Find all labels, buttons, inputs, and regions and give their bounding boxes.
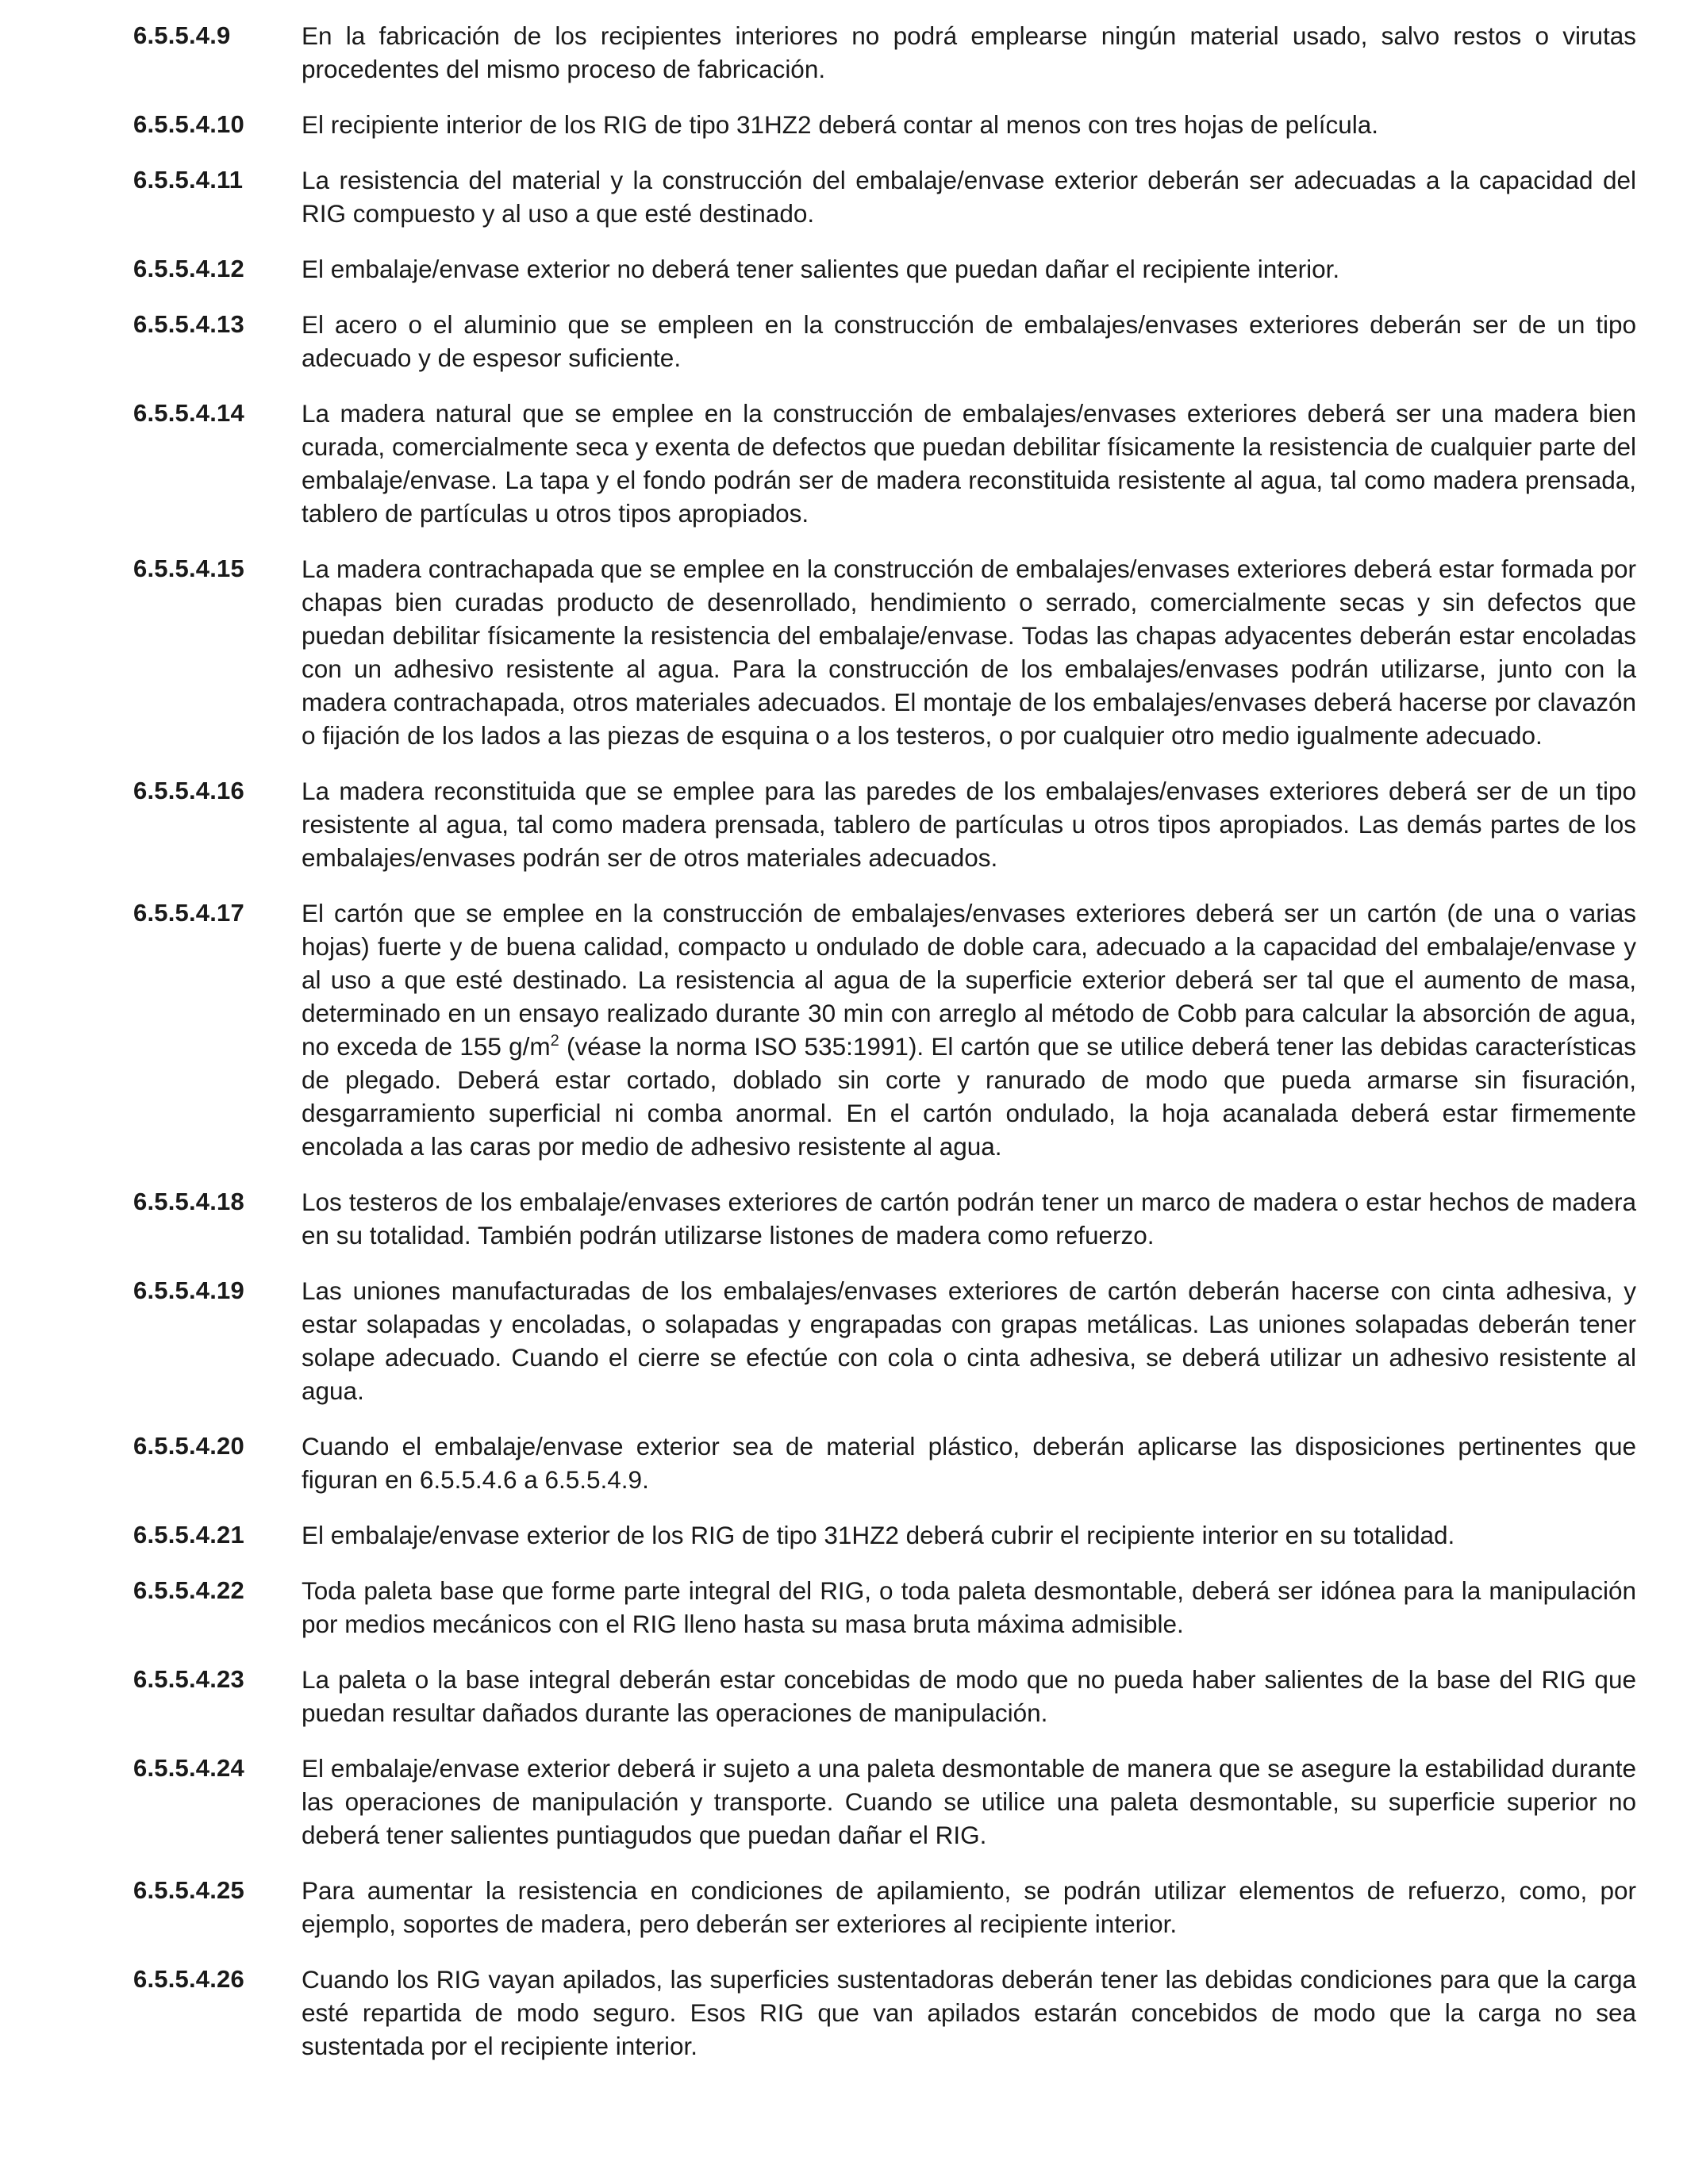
paragraph-number: 6.5.5.4.13	[133, 310, 244, 338]
paragraph-text: Las uniones manufacturadas de los embalajes/envases exteriores de cartón deberán hacerse con cinta adhesiva, y estar solapadas y encoladas, o solapadas y engrapadas con grapas metálicas. Las uniones solapadas deberán tener solape adecuado. Cuando el cierre se efectúe con cola o cinta adhesiva, se deberá utilizar un adhesivo resistente al agua.	[302, 1276, 1636, 1405]
paragraph-text: Para aumentar la resistencia en condiciones de apilamiento, se podrán utilizar elementos de refuerzo, como, por ejemplo, soportes de madera, pero deberán ser exteriores al recipiente interior.	[302, 1876, 1636, 1938]
paragraph-number: 6.5.5.4.16	[133, 777, 244, 804]
paragraph-text: La resistencia del material y la construcción del embalaje/envase exterior deberán ser adecuadas a la capacidad del RIG compuesto y al uso a que esté destinado.	[302, 166, 1636, 228]
paragraph-number: 6.5.5.4.25	[133, 1876, 244, 1904]
paragraph-text: Cuando los RIG vayan apilados, las superficies sustentadoras deberán tener las debidas condiciones para que la carga esté repartida de modo seguro. Esos RIG que van apilados estarán concebidos de modo que la carga no sea sustentada por el recipiente interior.	[302, 1965, 1636, 2060]
document-page	[133, 19, 1636, 2085]
paragraph-6-5-5-4-10	[133, 108, 1636, 141]
paragraph-6-5-5-4-9	[133, 19, 1636, 86]
paragraph-6-5-5-4-18	[133, 1185, 1636, 1252]
paragraph-6-5-5-4-25	[133, 1874, 1636, 1940]
paragraph-text: La paleta o la base integral deberán estar concebidas de modo que no pueda haber salientes de la base del RIG que puedan resultar dañados durante las operaciones de manipulación.	[302, 1665, 1636, 1727]
paragraph-number: 6.5.5.4.19	[133, 1276, 244, 1304]
paragraph-number: 6.5.5.4.18	[133, 1188, 244, 1215]
paragraph-number: 6.5.5.4.14	[133, 399, 244, 427]
superscript: 2	[550, 1032, 559, 1050]
paragraph-text: La madera reconstituida que se emplee para las paredes de los embalajes/envases exteriores deberá ser de un tipo resistente al agua, tal como madera prensada, tablero de partículas u otros tipos apropiados. Las demás partes de los embalajes/envases podrán ser de otros materiales adecuados.	[302, 777, 1636, 872]
paragraph-6-5-5-4-23	[133, 1663, 1636, 1729]
paragraph-text-part: El cartón que se emplee en la construcción de embalajes/envases exteriores deberá ser un cartón (de una o varias hojas) fuerte y de buena calidad, compacto u ondulado de doble cara, adecuado a la capacidad del embalaje/envase y al uso a que esté destinado. La resistencia al agua de la superficie exterior deberá ser tal que el aumento de masa, determinado en un ensayo realizado durante 30 min con arreglo al método de Cobb para calcular la absorción de agua, no exceda de 155 g/m	[302, 899, 1636, 1061]
paragraph-6-5-5-4-19	[133, 1274, 1636, 1407]
paragraph-text: El embalaje/envase exterior deberá ir sujeto a una paleta desmontable de manera que se asegure la estabilidad durante las operaciones de manipulación y transporte. Cuando se utilice una paleta desmontable, su superficie superior no deberá tener salientes puntiagudos que puedan dañar el RIG.	[302, 1754, 1636, 1849]
paragraph-6-5-5-4-22	[133, 1574, 1636, 1641]
paragraph-text: El embalaje/envase exterior no deberá tener salientes que puedan dañar el recipiente interior.	[302, 255, 1340, 283]
paragraph-6-5-5-4-13	[133, 308, 1636, 374]
paragraph-6-5-5-4-24	[133, 1752, 1636, 1852]
paragraph-6-5-5-4-17	[133, 896, 1636, 1163]
paragraph-text: Toda paleta base que forme parte integral del RIG, o toda paleta desmontable, deberá ser idónea para la manipulación por medios mecánicos con el RIG lleno hasta su masa bruta máxima admisible.	[302, 1576, 1636, 1638]
paragraph-number: 6.5.5.4.24	[133, 1754, 244, 1782]
paragraph-text: En la fabricación de los recipientes interiores no podrá emplearse ningún material usado, salvo restos o virutas procedentes del mismo proceso de fabricación.	[302, 21, 1636, 83]
paragraph-text	[302, 896, 1636, 1163]
paragraph-number: 6.5.5.4.22	[133, 1576, 244, 1604]
paragraph-text: El embalaje/envase exterior de los RIG de tipo 31HZ2 deberá cubrir el recipiente interior en su totalidad.	[302, 1521, 1455, 1549]
paragraph-6-5-5-4-11	[133, 163, 1636, 230]
paragraph-number: 6.5.5.4.10	[133, 110, 244, 138]
paragraph-number: 6.5.5.4.9	[133, 21, 231, 49]
paragraph-6-5-5-4-26	[133, 1963, 1636, 2063]
paragraph-6-5-5-4-15	[133, 552, 1636, 752]
paragraph-text: El recipiente interior de los RIG de tipo 31HZ2 deberá contar al menos con tres hojas de película.	[302, 110, 1378, 139]
paragraph-text: La madera natural que se emplee en la construcción de embalajes/envases exteriores deberá ser una madera bien curada, comercialmente seca y exenta de defectos que puedan debilitar físicamente la resistencia de cualquier parte del embalaje/envase. La tapa y el fondo podrán ser de madera reconstituida resistente al agua, tal como madera prensada, tablero de partículas u otros tipos apropiados.	[302, 399, 1636, 528]
paragraph-text-part: (véase la norma ISO 535:1991). El cartón que se utilice deberá tener las debidas características de plegado. Deberá estar cortado, doblado sin corte y ranurado de modo que pueda armarse sin fisuración, desgarramiento superficial ni comba anormal. En el cartón ondulado, la hoja acanalada deberá estar firmemente encolada a las caras por medio de adhesivo resistente al agua.	[302, 1032, 1636, 1161]
paragraph-number: 6.5.5.4.11	[133, 166, 244, 194]
paragraph-6-5-5-4-21	[133, 1518, 1636, 1552]
paragraph-number: 6.5.5.4.26	[133, 1965, 244, 1993]
paragraph-number: 6.5.5.4.23	[133, 1665, 244, 1693]
paragraph-number: 6.5.5.4.20	[133, 1432, 244, 1460]
paragraph-6-5-5-4-20	[133, 1430, 1636, 1496]
paragraph-text: Los testeros de los embalaje/envases exteriores de cartón podrán tener un marco de madera o estar hechos de madera en su totalidad. También podrán utilizarse listones de madera como refuerzo.	[302, 1188, 1636, 1249]
paragraph-number: 6.5.5.4.15	[133, 555, 244, 582]
paragraph-text: El acero o el aluminio que se empleen en la construcción de embalajes/envases exteriores deberán ser de un tipo adecuado y de espesor suficiente.	[302, 310, 1636, 372]
paragraph-number: 6.5.5.4.12	[133, 255, 244, 282]
paragraph-number: 6.5.5.4.17	[133, 899, 244, 927]
paragraph-text: La madera contrachapada que se emplee en la construcción de embalajes/envases exteriores deberá estar formada por chapas bien curadas producto de desenrollado, hendimiento o serrado, comercialmente secas y sin defectos que puedan debilitar físicamente la resistencia del embalaje/envase. Todas las chapas adyacentes deberán estar encoladas con un adhesivo resistente al agua. Para la construcción de los embalajes/envases podrán utilizarse, junto con la madera contrachapada, otros materiales adecuados. El montaje de los embalajes/envases deberá hacerse por clavazón o fijación de los lados a las piezas de esquina o a los testeros, o por cualquier otro medio igualmente adecuado.	[302, 555, 1636, 750]
paragraph-number: 6.5.5.4.21	[133, 1521, 244, 1549]
paragraph-text: Cuando el embalaje/envase exterior sea de material plástico, deberán aplicarse las disposiciones pertinentes que figuran en 6.5.5.4.6 a 6.5.5.4.9.	[302, 1432, 1636, 1494]
paragraph-6-5-5-4-12	[133, 252, 1636, 286]
paragraph-6-5-5-4-14	[133, 397, 1636, 530]
paragraph-6-5-5-4-16	[133, 774, 1636, 874]
